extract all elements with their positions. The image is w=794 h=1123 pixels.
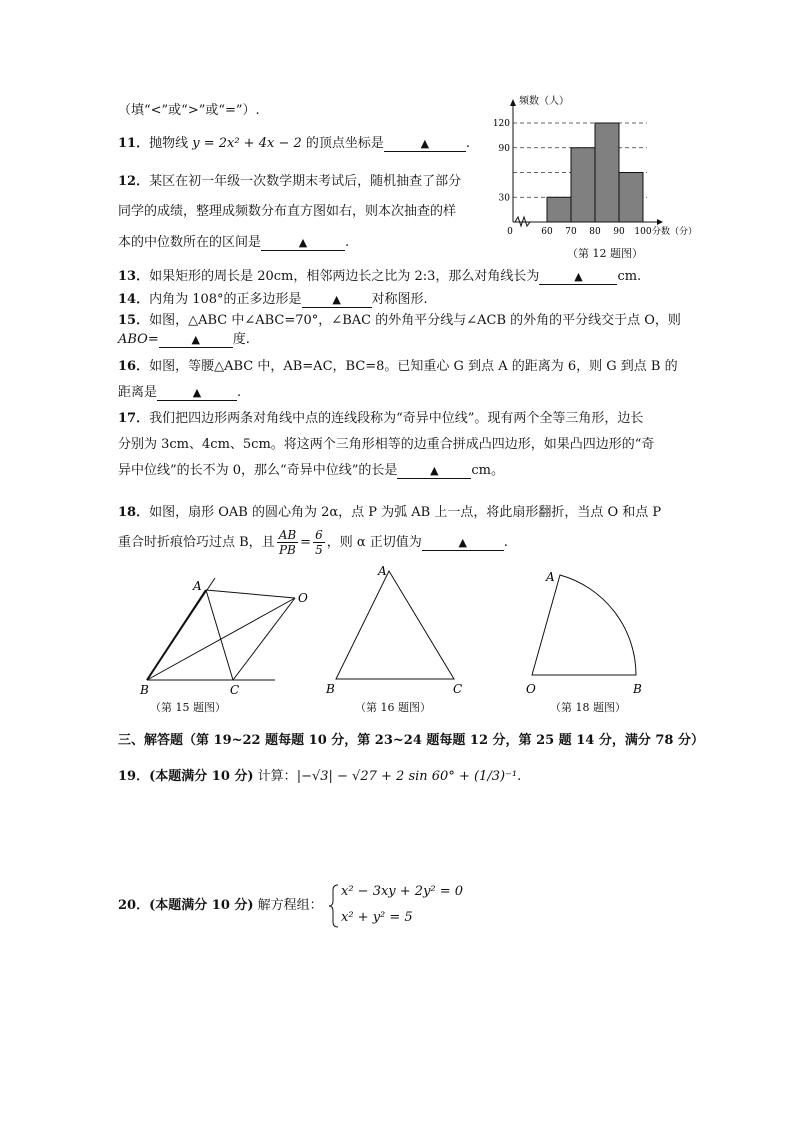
answer-blank-16[interactable]: ▲ [157, 386, 237, 401]
question-14: 14．内角为 108°的正多边形是 ▲ 对称图形. [118, 292, 428, 307]
q20-equation-2: x² + y² = 5 [341, 910, 413, 925]
hist-origin-label: 0 [507, 227, 513, 237]
question-19: 19．(本题满分 10 分) 计算：|−√3| − √27 + 2 sin 60° + (1/3)⁻¹. [118, 769, 522, 784]
hist-x-tick-100: 100 [634, 227, 652, 237]
fig15-segment-co [233, 598, 295, 680]
fig15-label-c: C [230, 683, 240, 697]
brace-icon [329, 884, 339, 928]
question-13: 13．如果矩形的周长是 20cm，相邻两边长之比为 2:3，那么对角线长为 ▲ cm. [118, 269, 642, 284]
hist-x-tick-70: 70 [565, 227, 577, 237]
histogram-caption: （第 12 题图） [567, 247, 643, 260]
question-15-line1: 15．如图，△ABC 中∠ABC=70°，∠BAC 的外角平分线与∠ACB 的外角的平分线交于点 O，则 [118, 313, 681, 328]
hist-bar-90-100 [619, 173, 643, 223]
fig16-triangle-abc [336, 571, 454, 679]
figure-15 [130, 570, 330, 700]
question-12-line3: 本的中位数所在的区间是 ▲ . [118, 235, 350, 250]
figure-18 [520, 565, 680, 695]
hist-bar-60-70 [547, 197, 571, 222]
fig15-segment-ao [206, 590, 295, 598]
fig18-label-o: O [526, 682, 536, 696]
fig18-label-b: B [633, 682, 642, 696]
question-16-line1: 16．如图，等腰△ABC 中，AB=AC，BC=8。已知重心 G 到点 A 的距离为 6，则 G 到点 B 的 [118, 359, 678, 374]
fig16-label-c: C [453, 682, 463, 696]
hist-x-arrow-icon [657, 219, 663, 225]
answer-blank-14[interactable]: ▲ [302, 293, 372, 308]
fraction-6-5: $\frac{6}{5}$ [315, 528, 323, 557]
hist-y-axis-label: 频数（人） [519, 96, 569, 107]
hist-x-axis-label: 分数（分） [652, 227, 698, 237]
answer-blank-12[interactable]: ▲ [261, 236, 345, 251]
fig15-label-b: B [140, 683, 149, 697]
question-20-label: 20．(本题满分 10 分) 解方程组： [118, 898, 323, 913]
hist-y-arrow-icon [510, 99, 516, 106]
q10-tail: （填“<”或“>”或“=”）. [118, 103, 260, 118]
fig18-label-a: A [546, 570, 555, 584]
question-12-line1: 12．某区在初一年级一次数学期末考试后，随机抽查了部分 [118, 174, 462, 189]
fig15-segment-bo [147, 598, 295, 680]
figure-16 [322, 565, 472, 695]
fig15-label-o: O [298, 591, 308, 605]
answer-blank-13[interactable]: ▲ [539, 270, 617, 285]
fig15-caption: （第 15 题图） [150, 701, 226, 714]
section-3-heading: 三、解答题（第 19~22 题每题 10 分，第 23~24 题每题 12 分，第 25 题 14 分，满分 78 分） [118, 733, 704, 748]
question-15-line2: ABO= ▲ 度. [118, 332, 250, 347]
fig16-label-b: B [326, 682, 335, 696]
hist-x-tick-60: 60 [541, 227, 553, 237]
question-18-line1: 18．如图，扇形 OAB 的圆心角为 2α，点 P 为弧 AB 上一点，将此扇形翻折，当点 O 和点 P [118, 505, 662, 520]
q20-equation-1: x² − 3xy + 2y² = 0 [341, 884, 464, 899]
fig15-label-a: A [193, 579, 202, 593]
question-11: 11．抛物线 y = 2x² + 4x − 2 的顶点坐标是 ▲ . [118, 136, 471, 151]
question-16-line2: 距离是 ▲ . [118, 385, 242, 400]
hist-y-tick-90: 90 [498, 143, 510, 154]
answer-blank-17[interactable]: ▲ [397, 464, 471, 479]
question-12-line2: 同学的成绩，整理成频数分布直方图如右，则本次抽查的样 [118, 204, 457, 219]
fig16-caption: （第 16 题图） [355, 701, 431, 714]
answer-blank-11[interactable]: ▲ [384, 137, 466, 152]
hist-x-tick-80: 80 [589, 227, 601, 237]
question-18-line2: 重合时折痕恰巧过点 B，且 $\frac{AB}{PB}$ = $\frac{6}{5}$ ，则 α 正切值为 ▲ . [118, 528, 508, 557]
answer-blank-18[interactable]: ▲ [422, 536, 504, 551]
hist-bar-70-80 [571, 148, 595, 222]
fig16-label-a: A [378, 564, 387, 578]
question-17-line1: 17．我们把四边形两条对角线中点的连线段称为“奇异中位线”。现有两个全等三角形，边长 [118, 411, 644, 426]
question-17-line2: 分别为 3cm、4cm、5cm。将这两个三角形相等的边重合拼成凸四边形，如果凸四边形的“奇 [118, 437, 655, 452]
hist-y-tick-120: 120 [492, 119, 510, 129]
fraction-ab-pb: $\frac{AB}{PB}$ [278, 528, 297, 557]
fig15-segment-ab [147, 590, 206, 680]
fig18-sector-oab [532, 575, 636, 675]
hist-x-tick-90: 90 [613, 227, 625, 237]
histogram-q12 [492, 90, 698, 260]
question-17-line3: 异中位线”的长不为 0，那么“奇异中位线”的长是 ▲ cm。 [118, 463, 504, 478]
hist-y-tick-30: 30 [498, 193, 510, 204]
fig18-caption: （第 18 题图） [550, 701, 626, 714]
hist-bar-80-90 [595, 123, 619, 222]
answer-blank-15[interactable]: ▲ [159, 333, 233, 348]
